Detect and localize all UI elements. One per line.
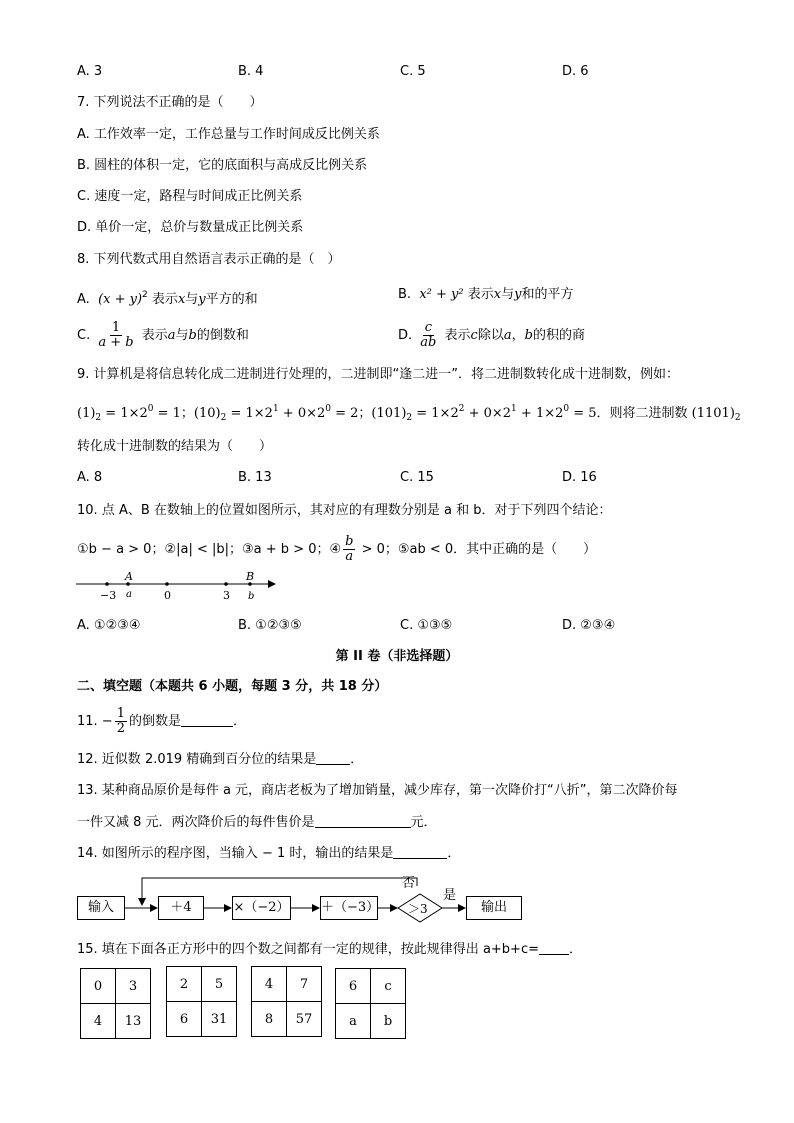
q9-option-c: C. 15 bbox=[400, 470, 434, 485]
answer-blank bbox=[316, 752, 350, 765]
flow-no-label: 否 bbox=[402, 876, 416, 891]
flow-output: 输出 bbox=[466, 896, 522, 920]
fraction: $\frac{c}{ab}$ bbox=[420, 320, 437, 350]
grid-cell: 6 bbox=[167, 1002, 202, 1037]
flow-condition: ＞3 bbox=[408, 902, 428, 916]
q8-option-a: A. $(x + y)^2$ 表示x与y平方的和 bbox=[77, 290, 258, 307]
number-grid-3 bbox=[251, 966, 322, 1037]
q13-line2: 一件又减 8 元．两次降价后的每件售价是 元． bbox=[77, 815, 437, 830]
q8-stem: 8. 下列代数式用自然语言表示正确的是（ ） bbox=[77, 252, 341, 267]
q7-option-c: C. 速度一定，路程与时间成正比例关系 bbox=[77, 189, 303, 204]
q15: 15. 填在下面各正方形中的四个数之间都有一定的规律，按此规律得出 a+b+c= ． bbox=[77, 942, 582, 957]
grid-cell: 4 bbox=[252, 967, 287, 1002]
tick-zero bbox=[165, 582, 169, 586]
label-A: A bbox=[125, 570, 133, 583]
section-title: 第 II 卷（非选择题） bbox=[335, 649, 459, 664]
q11: 11. − $\frac{1}{2}$ 的倒数是 ． bbox=[77, 706, 247, 736]
number-line-figure bbox=[70, 568, 280, 608]
q10-line1: 10. 点 A、B 在数轴上的位置如图所示，其对应的有理数分别是 a 和 b．对于下列四个结论： bbox=[77, 503, 612, 518]
grid-cell: 7 bbox=[287, 967, 322, 1002]
fraction: $\frac{1}{a + b}$ bbox=[98, 320, 134, 350]
flow-add4: ＋4 bbox=[158, 896, 204, 920]
grid-cell: 57 bbox=[287, 1002, 322, 1037]
q7-option-a: A. 工作效率一定，工作总量与工作时间成反比例关系 bbox=[77, 127, 380, 142]
q6-option-b: B. 4 bbox=[238, 64, 264, 79]
grid-cell: 3 bbox=[116, 969, 151, 1004]
q9-option-b: B. 13 bbox=[238, 470, 272, 485]
flow-add-minus3: ＋（−3） bbox=[320, 896, 378, 920]
q9-line1: 9. 计算机是将信息转化成二进制进行处理的，二进制即“逢二进一”．将二进制数转化成十进制数，例如： bbox=[77, 367, 680, 382]
grid-cell: a bbox=[336, 1004, 371, 1039]
grid-cell: 4 bbox=[81, 1004, 116, 1039]
q9-line3: 转化成十进制数的结果为（ ） bbox=[77, 439, 273, 454]
grid-cell: 13 bbox=[116, 1004, 151, 1039]
q10-option-c: C. ①③⑤ bbox=[400, 618, 453, 633]
q13-line1: 13. 某种商品原价是每件 a 元，商店老板为了增加销量，减少库存，第一次降价打“八折”，第二次降价每 bbox=[77, 783, 678, 798]
q6-option-a: A. 3 bbox=[77, 64, 103, 79]
flow-input: 输入 bbox=[77, 896, 125, 920]
q7-stem: 7. 下列说法不正确的是（ ） bbox=[77, 95, 263, 110]
q10-conclusions: ①b − a > 0；②|a| < |b|；③a + b > 0；④ $\frac{b}{a}$ > 0；⑤ab < 0．其中正确的是（ ） bbox=[77, 534, 597, 564]
grid-cell: 5 bbox=[202, 967, 237, 1002]
answer-blank bbox=[315, 815, 411, 828]
grid-cell: b bbox=[371, 1004, 406, 1039]
number-grid-1 bbox=[80, 968, 151, 1039]
q8-option-c: C. $\frac{1}{a + b}$ 表示a与b的倒数和 bbox=[77, 320, 249, 350]
q9-option-d: D. 16 bbox=[562, 470, 597, 485]
value-b: b bbox=[248, 591, 255, 602]
q10-option-b: B. ①②③⑤ bbox=[238, 618, 302, 633]
value-a: a bbox=[126, 589, 132, 600]
tick-label-3: 3 bbox=[223, 589, 230, 602]
q8-option-b: B. x² + y² 表示x与y和的平方 bbox=[398, 287, 574, 302]
q9-option-a: A. 8 bbox=[77, 470, 103, 485]
grid-cell: 8 bbox=[252, 1002, 287, 1037]
q10-option-a: A. ①②③④ bbox=[77, 618, 141, 633]
number-grid-2 bbox=[166, 966, 237, 1037]
answer-blank bbox=[393, 846, 447, 859]
q8-option-d: D. $\frac{c}{ab}$ 表示c除以a，b的积的商 bbox=[398, 320, 585, 350]
fraction: $\frac{b}{a}$ bbox=[345, 534, 354, 564]
flow-yes-label: 是 bbox=[443, 888, 457, 903]
grid-cell: 2 bbox=[167, 967, 202, 1002]
tick-minus3 bbox=[105, 582, 109, 586]
grid-cell: 31 bbox=[202, 1002, 237, 1037]
tick-label-0: 0 bbox=[164, 589, 171, 602]
number-grid-4 bbox=[335, 968, 406, 1039]
answer-blank bbox=[181, 714, 233, 727]
tick-label-minus3: −3 bbox=[100, 589, 117, 602]
fraction: $\frac{1}{2}$ bbox=[116, 706, 125, 736]
q10-option-d: D. ②③④ bbox=[562, 618, 616, 633]
part2-heading: 二、填空题（本题共 6 小题，每题 3 分，共 18 分） bbox=[77, 679, 388, 694]
q6-option-d: D. 6 bbox=[562, 64, 589, 79]
grid-cell: 0 bbox=[81, 969, 116, 1004]
number-line-arrow bbox=[268, 580, 276, 588]
label-B: B bbox=[246, 570, 255, 583]
q6-option-c: C. 5 bbox=[400, 64, 426, 79]
grid-cell: c bbox=[371, 969, 406, 1004]
q12: 12. 近似数 2.019 精确到百分位的结果是 ． bbox=[77, 752, 364, 767]
tick-three bbox=[224, 582, 228, 586]
answer-blank bbox=[539, 942, 569, 955]
q14: 14. 如图所示的程序图，当输入 − 1 时，输出的结果是 ． bbox=[77, 846, 461, 861]
flow-multiply: ×（−2） bbox=[232, 896, 291, 920]
grid-cell: 6 bbox=[336, 969, 371, 1004]
q9-line2: $(1)_2 = 1\times 2^0 = 1$；$(10)_2 = 1\times 2^1 + 0\times 2^0 = 2$；$(101)_2 = 1\times 2^2 + 0\times 2^1 + 1\times 2^0 = 5$．则将二进制数 $(1101)_2$ bbox=[77, 404, 741, 423]
q7-option-b: B. 圆柱的体积一定，它的底面积与高成反比例关系 bbox=[77, 158, 368, 173]
q7-option-d: D. 单价一定，总价与数量成正比例关系 bbox=[77, 220, 304, 235]
